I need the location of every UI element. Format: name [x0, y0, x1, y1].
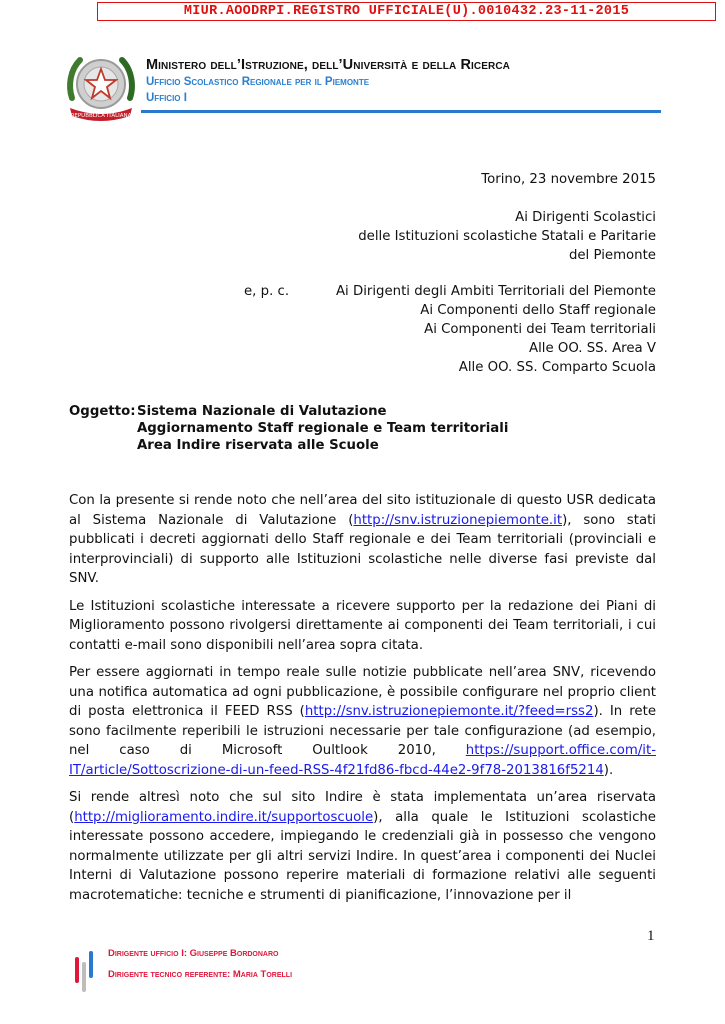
- subject-label: Oggetto:: [69, 404, 136, 419]
- footer-signatures: [108, 943, 292, 985]
- rss-feed-link[interactable]: http://snv.istruzionepiemonte.it/?feed=rss2: [304, 704, 594, 719]
- cc-recipient-line: Alle OO. SS. Comparto Scuola: [458, 360, 656, 375]
- page-number: 1: [647, 928, 655, 944]
- italian-republic-emblem-icon: [64, 48, 138, 124]
- snv-site-link[interactable]: http://snv.istruzionepiemonte.it: [353, 512, 563, 528]
- protocol-stamp: [97, 2, 716, 21]
- subject-line: Area Indire riservata alle Scuole: [137, 438, 379, 453]
- cc-block: [244, 282, 656, 377]
- header-divider: [141, 110, 661, 113]
- paragraph-3: Per essere aggiornati in tempo reale sulle notizie pubblicate nell’area SNV, ricevendo una notifica automatica ad ogni pubblicazione, è possibile configurare nel proprio client di posta elettronica il FEED RSS (http://snv.istruzionepiemonte.it/?feed=rss2). In rete sono facilmente reperibili le istruzioni necessarie per tale configurazione (ad esempio, nel caso di Microsoft Oultlook 2010, https://support.office.com/it-IT/article/Sottoscrizione-di-un-feed-RSS-4f21fd86-fbcd-44e2-9f78-2013816f5214).: [69, 665, 656, 778]
- subject-line: Sistema Nazionale di Valutazione: [137, 404, 387, 419]
- paragraph-1: Con la presente si rende noto che nell’area del sito istituzionale di questo USR dedicata al Sistema Nazionale di Valutazione (http://snv.istruzionepiemonte.it), sono stati pubblicati i decreti aggiornati dello Staff regionale e dei Team territoriali (provinciali e interprovinciali) di supporto alle Istituzioni scolastiche nelle diverse fasi previste dal SNV.: [69, 493, 656, 586]
- dirigente-ufficio: Dirigente ufficio I: Giuseppe Bordonaro: [108, 948, 279, 959]
- paragraph-4: Si rende altresì noto che sul sito Indire è stata implementata un’area riservata (http://miglioramento.indire.it/supportoscuole), alla quale le Istituzioni scolastiche interessate possono accedere, impiegando le credenziali già in possesso che vengono normalmente utilizzate per gli altri servizi Indire. In quest’area i componenti dei Nuclei Interni di Valutazione possono reperire materiali di formazione relativi alle seguenti macrotematiche: tecniche e strumenti di pianificazione, l’innovazione per il: [69, 790, 656, 903]
- ministry-header: [146, 56, 510, 106]
- recipient-line: Ai Dirigenti Scolastici: [515, 210, 656, 225]
- office-unit: Ufficio I: [146, 92, 187, 104]
- dirigente-tecnico: Dirigente tecnico referente: Maria Torelli: [108, 969, 293, 980]
- letter-body: [69, 491, 656, 913]
- cc-recipient-line: Alle OO. SS. Area V: [529, 341, 656, 356]
- ministry-title: Ministero dell’Istruzione, dell’Università e della Ricerca: [146, 57, 510, 73]
- svg-text:REPUBBLICA ITALIANA: REPUBBLICA ITALIANA: [70, 113, 132, 119]
- protocol-number: MIUR.AOODRPI.REGISTRO UFFICIALE(U).0010432.23-11-2015: [183, 4, 630, 19]
- recipient-line: del Piemonte: [568, 248, 656, 263]
- cc-recipient-line: Ai Dirigenti degli Ambiti Territoriali del Piemonte: [335, 284, 656, 299]
- paragraph-2: Le Istituzioni scolastiche interessate a ricevere supporto per la redazione dei Piani di Miglioramento possono rivolgersi direttamente ai componenti dei Team territoriali, i cui contatti e-mail sono disponibili nell’area sopra citata.: [69, 598, 656, 653]
- subject-block: [69, 403, 508, 454]
- indire-link[interactable]: http://miglioramento.indire.it/supportoscuole: [74, 809, 374, 825]
- regional-office: Ufficio Scolastico Regionale per il Piemonte: [146, 76, 370, 88]
- office-support-link[interactable]: https://support.office.com/it-IT/article/Sottoscrizione-di-un-feed-RSS-4f21fd86-fbcd-44e2-9f78-2013816f5214: [69, 743, 656, 778]
- letter-date: Torino, 23 novembre 2015: [481, 172, 656, 187]
- cc-recipient-line: Ai Componenti dello Staff regionale: [420, 303, 656, 318]
- cc-label: e, p. c.: [244, 284, 290, 299]
- subject-line: Aggiornamento Staff regionale e Team territoriali: [137, 421, 509, 436]
- cc-recipient-line: Ai Componenti dei Team territoriali: [424, 322, 656, 337]
- usr-tricolor-bars-icon: [73, 945, 97, 995]
- recipients-block: [358, 208, 656, 265]
- recipient-line: delle Istituzioni scolastiche Statali e Paritarie: [358, 229, 656, 244]
